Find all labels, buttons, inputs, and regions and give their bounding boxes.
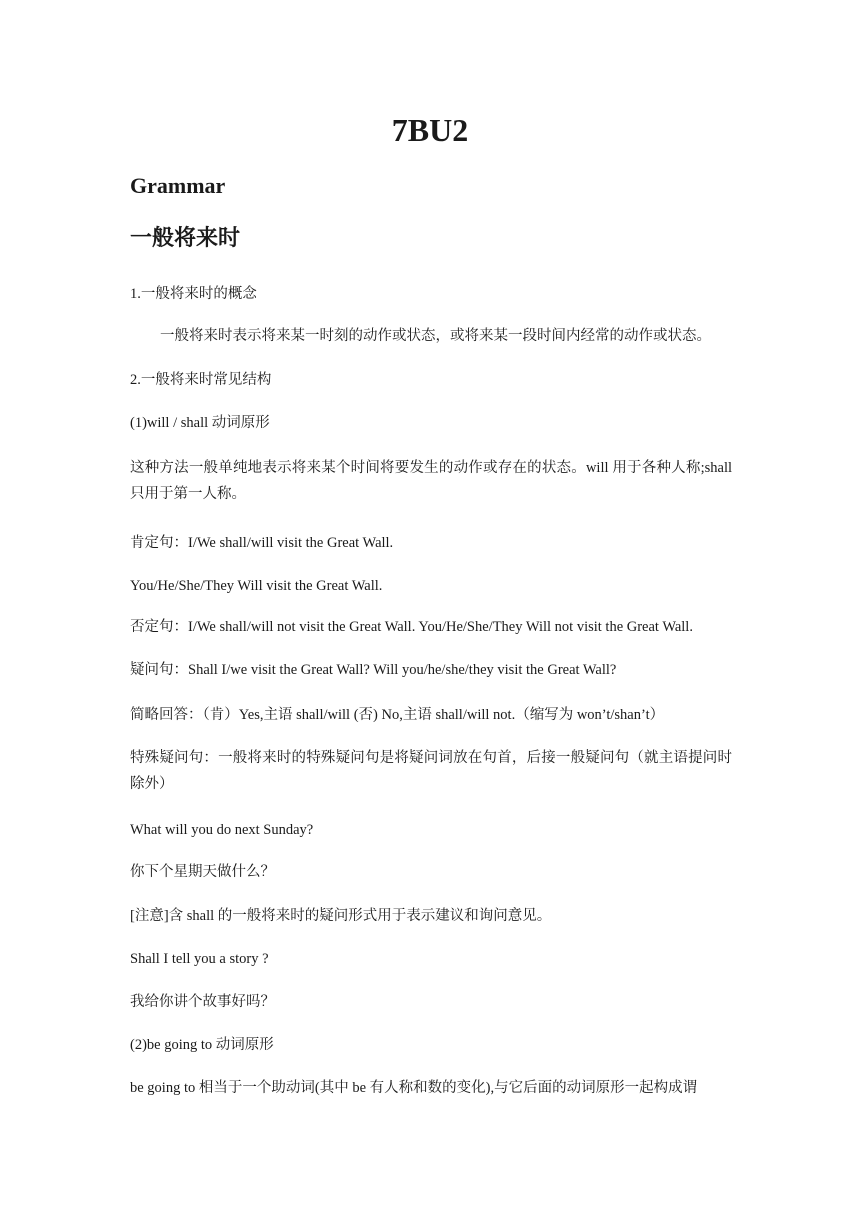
shall-example: Shall I tell you a story ? bbox=[130, 951, 269, 967]
affirmative-example-2: You/He/She/They Will visit the Great Wall. bbox=[130, 578, 383, 594]
point-2-heading: 2.一般将来时常见结构 bbox=[130, 372, 272, 388]
definition-paragraph: 一般将来时表示将来某一时刻的动作或状态，或将来某一段时间内经常的动作或状态。 bbox=[160, 328, 711, 344]
special-question-description: 特殊疑问句：一般将来时的特殊疑问句是将疑问词放在句首，后接一般疑问句（就主语提问时除外） bbox=[130, 750, 732, 792]
structure-2-heading: (2)be going to 动词原形 bbox=[130, 1037, 274, 1053]
section-heading-future-tense: 一般将来时 bbox=[130, 226, 241, 251]
structure-1-heading: (1)will / shall 动词原形 bbox=[130, 415, 270, 431]
shall-example-translation: 我给你讲个故事好吗？ bbox=[130, 994, 275, 1010]
negative-example: 否定句：I/We shall/will not visit the Great Wall. You/He/She/They Will not visit the Great Wall. bbox=[130, 619, 693, 635]
affirmative-example: 肯定句：I/We shall/will visit the Great Wall. bbox=[130, 535, 394, 551]
structure-2-description: be going to 相当于一个助动词(其中 be 有人称和数的变化),与它后面的动词原形一起构成谓 bbox=[130, 1080, 698, 1096]
point-1-heading: 1.一般将来时的概念 bbox=[130, 286, 257, 302]
question-example: 疑问句：Shall I/we visit the Great Wall? Will you/he/she/they visit the Great Wall? bbox=[130, 662, 617, 678]
section-heading-grammar: Grammar bbox=[130, 173, 226, 198]
special-question-translation: 你下个星期天做什么？ bbox=[130, 864, 275, 880]
shall-note: [注意]含 shall 的一般将来时的疑问形式用于表示建议和询问意见。 bbox=[130, 908, 552, 924]
short-answer-example: 简略回答：（肯）Yes,主语 shall/will (否) No,主语 shall/will not.（缩写为 won’t/shan’t） bbox=[130, 707, 665, 723]
document-title: 7BU2 bbox=[391, 112, 469, 148]
structure-1-description: 这种方法一般单纯地表示将来某个时间将要发生的动作或存在的状态。will 用于各种人称;shall 只用于第一人称。 bbox=[130, 460, 732, 502]
special-question-example: What will you do next Sunday? bbox=[130, 822, 314, 838]
